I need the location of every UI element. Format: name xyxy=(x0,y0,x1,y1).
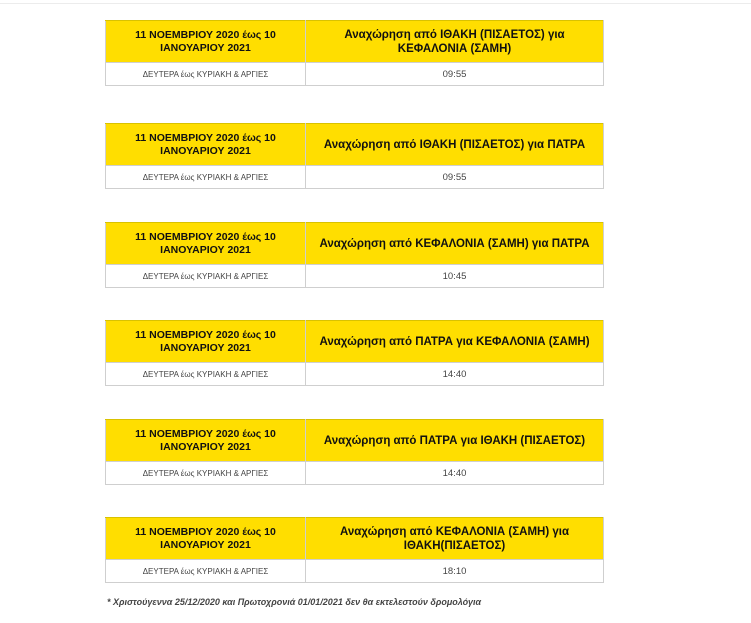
schedule-days: ΔΕΥΤΕΡΑ έως ΚΥΡΙΑΚΗ & ΑΡΓΙΕΣ xyxy=(106,363,306,386)
schedule-table-kefalonia-patra xyxy=(105,222,604,288)
schedule-days: ΔΕΥΤΕΡΑ έως ΚΥΡΙΑΚΗ & ΑΡΓΙΕΣ xyxy=(106,63,306,86)
schedule-route: Αναχώρηση από ΙΘΑΚΗ (ΠΙΣΑΕΤΟΣ) για ΠΑΤΡΑ xyxy=(306,124,604,166)
schedule-time: 14:40 xyxy=(306,363,604,386)
schedule-header-row xyxy=(106,223,604,265)
schedule-body-row xyxy=(106,63,604,86)
schedule-days: ΔΕΥΤΕΡΑ έως ΚΥΡΙΑΚΗ & ΑΡΓΙΕΣ xyxy=(106,166,306,189)
schedule-table-patra-kefalonia xyxy=(105,320,604,386)
schedule-body-row xyxy=(106,265,604,288)
schedule-route: Αναχώρηση από ΚΕΦΑΛΟΝΙΑ (ΣΑΜΗ) για ΙΘΑΚΗ(ΠΙΣΑΕΤΟΣ) xyxy=(306,518,604,560)
schedule-period: 11 ΝΟΕΜΒΡΙΟΥ 2020 έως 10 ΙΑΝΟΥΑΡΙΟΥ 2021 xyxy=(106,420,306,462)
schedule-time: 09:55 xyxy=(306,166,604,189)
schedule-header-row xyxy=(106,518,604,560)
schedule-period: 11 ΝΟΕΜΒΡΙΟΥ 2020 έως 10 ΙΑΝΟΥΑΡΙΟΥ 2021 xyxy=(106,518,306,560)
schedule-body-row xyxy=(106,462,604,485)
schedule-header-row xyxy=(106,124,604,166)
schedule-table-ithaki-kefalonia xyxy=(105,20,604,86)
schedule-header-row xyxy=(106,321,604,363)
top-divider xyxy=(0,3,751,4)
schedule-days: ΔΕΥΤΕΡΑ έως ΚΥΡΙΑΚΗ & ΑΡΓΙΕΣ xyxy=(106,265,306,288)
schedule-table-patra-ithaki xyxy=(105,419,604,485)
schedule-time: 10:45 xyxy=(306,265,604,288)
schedule-header-row xyxy=(106,420,604,462)
schedule-period: 11 ΝΟΕΜΒΡΙΟΥ 2020 έως 10 ΙΑΝΟΥΑΡΙΟΥ 2021 xyxy=(106,321,306,363)
schedule-period: 11 ΝΟΕΜΒΡΙΟΥ 2020 έως 10 ΙΑΝΟΥΑΡΙΟΥ 2021 xyxy=(106,223,306,265)
schedule-route: Αναχώρηση από ΠΑΤΡΑ για ΙΘΑΚΗ (ΠΙΣΑΕΤΟΣ) xyxy=(306,420,604,462)
schedule-days: ΔΕΥΤΕΡΑ έως ΚΥΡΙΑΚΗ & ΑΡΓΙΕΣ xyxy=(106,462,306,485)
schedule-route: Αναχώρηση από ΚΕΦΑΛΟΝΙΑ (ΣΑΜΗ) για ΠΑΤΡΑ xyxy=(306,223,604,265)
schedule-header-row xyxy=(106,21,604,63)
schedule-route: Αναχώρηση από ΠΑΤΡΑ για ΚΕΦΑΛΟΝΙΑ (ΣΑΜΗ) xyxy=(306,321,604,363)
schedule-body-row xyxy=(106,560,604,583)
schedule-period: 11 ΝΟΕΜΒΡΙΟΥ 2020 έως 10 ΙΑΝΟΥΑΡΙΟΥ 2021 xyxy=(106,124,306,166)
schedule-table-kefalonia-ithaki xyxy=(105,517,604,583)
schedule-route: Αναχώρηση από ΙΘΑΚΗ (ΠΙΣΑΕΤΟΣ) για ΚΕΦΑΛΟΝΙΑ (ΣΑΜΗ) xyxy=(306,21,604,63)
schedule-time: 09:55 xyxy=(306,63,604,86)
schedule-period: 11 ΝΟΕΜΒΡΙΟΥ 2020 έως 10 ΙΑΝΟΥΑΡΙΟΥ 2021 xyxy=(106,21,306,63)
schedule-body-row xyxy=(106,363,604,386)
schedule-time: 14:40 xyxy=(306,462,604,485)
schedule-table-ithaki-patra xyxy=(105,123,604,189)
holiday-footnote: * Χριστούγεννα 25/12/2020 και Πρωτοχρονιά 01/01/2021 δεν θα εκτελεστούν δρομολόγια xyxy=(107,597,482,607)
schedule-time: 18:10 xyxy=(306,560,604,583)
schedule-days: ΔΕΥΤΕΡΑ έως ΚΥΡΙΑΚΗ & ΑΡΓΙΕΣ xyxy=(106,560,306,583)
schedule-body-row xyxy=(106,166,604,189)
